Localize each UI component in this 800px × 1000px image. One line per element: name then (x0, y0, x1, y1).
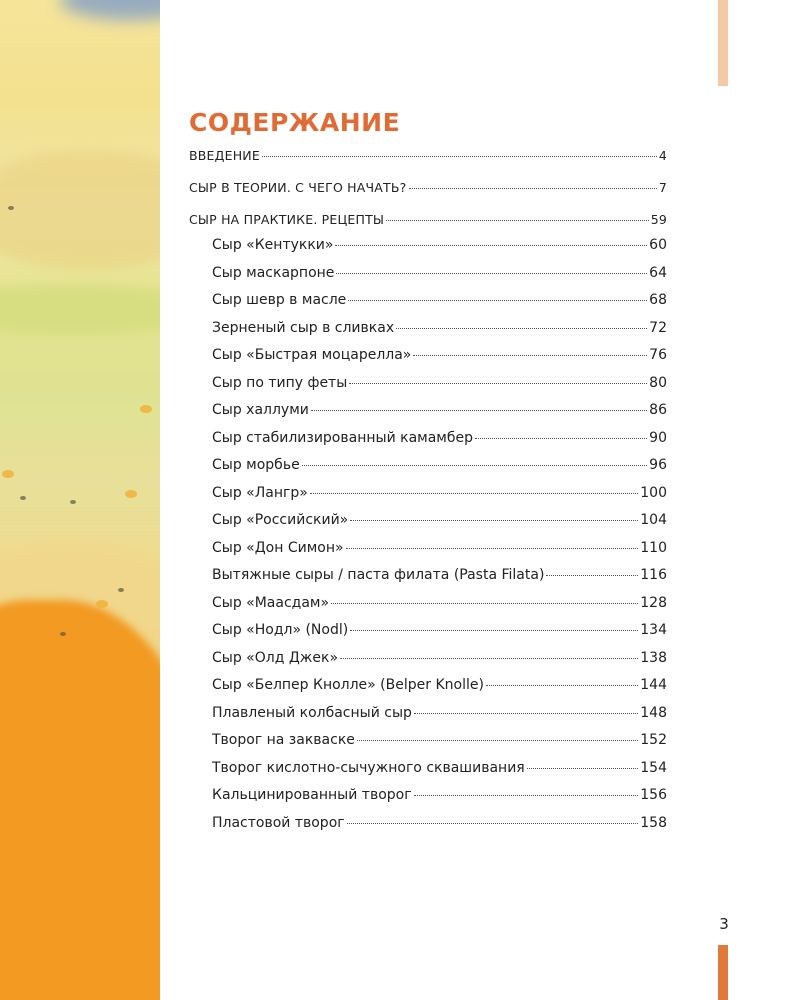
toc-item-label: Сыр «Дон Симон» (212, 539, 344, 556)
toc-item-label: Пластовой творог (212, 814, 345, 831)
toc-leader (347, 823, 639, 824)
toc-leader (262, 156, 657, 157)
toc-item-label: Кальцинированный творог (212, 787, 412, 803)
toc-section (189, 212, 667, 237)
toc-item-label: Сыр халлуми (212, 402, 309, 418)
toc-page: 148 (640, 704, 667, 721)
toc-page: 104 (640, 512, 667, 528)
toc-item (189, 595, 667, 623)
toc-item (189, 237, 667, 265)
photo-speck (118, 588, 124, 592)
toc-page: 152 (640, 732, 667, 748)
page-number: 3 (719, 915, 729, 933)
toc-page: 68 (649, 292, 667, 308)
toc-page: 59 (650, 212, 667, 227)
toc-item (189, 732, 667, 760)
toc-leader (340, 658, 638, 659)
toc-leader (475, 438, 647, 439)
toc-item-label: Творог на закваске (212, 732, 355, 748)
toc-item-label: Сыр «Олд Джек» (212, 649, 339, 666)
toc-item (189, 815, 667, 843)
photo-speck (8, 206, 14, 210)
toc-item-label: Сыр по типу феты (212, 374, 348, 391)
photo-herb-dot (2, 470, 14, 478)
toc-item (189, 622, 667, 650)
toc-leader (386, 220, 649, 221)
toc-page: 90 (649, 429, 667, 446)
photo-herb-dot (96, 600, 108, 608)
toc-leader (302, 465, 647, 466)
photo-blue-area (60, 0, 160, 20)
toc-page: 116 (640, 567, 667, 583)
photo-speck (60, 632, 66, 636)
toc-leader (310, 493, 638, 494)
toc-page: 154 (640, 759, 667, 776)
toc-page: 4 (658, 148, 667, 163)
toc-leader (486, 685, 638, 686)
toc-item (189, 650, 667, 678)
toc-item-label: Сыр морбье (212, 457, 300, 473)
table-of-contents (189, 148, 667, 842)
toc-item (189, 347, 667, 375)
toc-item (189, 457, 667, 485)
toc-item (189, 760, 667, 788)
toc-leader (527, 768, 639, 769)
toc-section (189, 148, 667, 180)
toc-section (189, 180, 667, 212)
toc-item (189, 787, 667, 815)
toc-item-label: Сыр «Лангр» (212, 484, 308, 501)
toc-page: 80 (649, 374, 667, 391)
toc-page: 138 (640, 649, 667, 666)
toc-item (189, 375, 667, 403)
cheese-photo (0, 0, 160, 1000)
toc-leader (414, 795, 639, 796)
toc-page: 156 (640, 787, 667, 803)
toc-item-label: Сыр шевр в масле (212, 292, 347, 308)
toc-item-label: Вытяжные сыры / паста филата (Pasta Filata) (212, 567, 545, 583)
toc-page: 110 (640, 539, 667, 556)
toc-leader (331, 603, 638, 604)
toc-leader (413, 355, 647, 356)
toc-section-label: ВВЕДЕНИЕ (189, 148, 260, 163)
toc-item-label: Сыр «Нодл» (Nodl) (212, 622, 349, 638)
photo-herb-dot (125, 490, 137, 498)
toc-page: 128 (640, 594, 667, 611)
toc-page: 76 (649, 347, 667, 363)
toc-item-label: Зерненый сыр в сливках (212, 319, 395, 336)
photo-speck (70, 500, 76, 504)
toc-page: 64 (649, 264, 667, 281)
toc-leader (336, 273, 647, 274)
toc-item (189, 512, 667, 540)
decor-bar-top (718, 0, 728, 86)
toc-item (189, 292, 667, 320)
toc-leader (346, 548, 639, 549)
toc-leader (348, 300, 647, 301)
decor-bar-bottom (718, 945, 728, 1000)
toc-page: 134 (640, 622, 667, 638)
toc-item (189, 265, 667, 293)
toc-item (189, 540, 667, 568)
toc-item-label: Творог кислотно-сычужного сквашивания (212, 759, 525, 776)
toc-item-label: Сыр «Маасдам» (212, 594, 330, 611)
toc-page: 7 (658, 180, 667, 195)
toc-item (189, 567, 667, 595)
toc-leader (546, 575, 638, 576)
toc-leader (311, 410, 647, 411)
photo-cheese-layer (0, 285, 160, 335)
toc-section-label: СЫР НА ПРАКТИКЕ. РЕЦЕПТЫ (189, 212, 385, 227)
toc-item-label: Сыр маскарпоне (212, 264, 335, 281)
toc-item-label: Сыр «Белпер Кнолле» (Belper Knolle) (212, 677, 484, 693)
photo-herb-dot (140, 405, 152, 413)
photo-orange-cheese (0, 600, 160, 1000)
toc-item (189, 677, 667, 705)
toc-item-label: Сыр «Кентукки» (212, 237, 334, 253)
toc-item (189, 402, 667, 430)
toc-item (189, 485, 667, 513)
toc-page: 72 (649, 319, 667, 336)
toc-page: 60 (649, 237, 667, 253)
toc-leader (350, 520, 638, 521)
toc-item (189, 320, 667, 348)
toc-item-label: Сыр стабилизированный камамбер (212, 429, 473, 446)
toc-leader (335, 245, 647, 246)
photo-cheese-layer (0, 150, 160, 270)
toc-page: 86 (649, 402, 667, 418)
toc-item (189, 705, 667, 733)
photo-speck (20, 496, 26, 500)
toc-leader (349, 383, 647, 384)
toc-section-label: СЫР В ТЕОРИИ. С ЧЕГО НАЧАТЬ? (189, 180, 407, 195)
toc-item (189, 430, 667, 458)
toc-leader (350, 630, 638, 631)
page-title: СОДЕРЖАНИЕ (189, 108, 401, 137)
toc-item-label: Сыр «Российский» (212, 512, 349, 528)
toc-page: 96 (649, 457, 667, 473)
toc-item-label: Сыр «Быстрая моцарелла» (212, 347, 412, 363)
toc-page: 100 (640, 484, 667, 501)
toc-leader (357, 740, 638, 741)
toc-leader (414, 713, 638, 714)
toc-leader (396, 328, 647, 329)
toc-page: 158 (640, 814, 667, 831)
toc-leader (409, 188, 657, 189)
toc-page: 144 (640, 677, 667, 693)
toc-item-label: Плавленый колбасный сыр (212, 704, 412, 721)
